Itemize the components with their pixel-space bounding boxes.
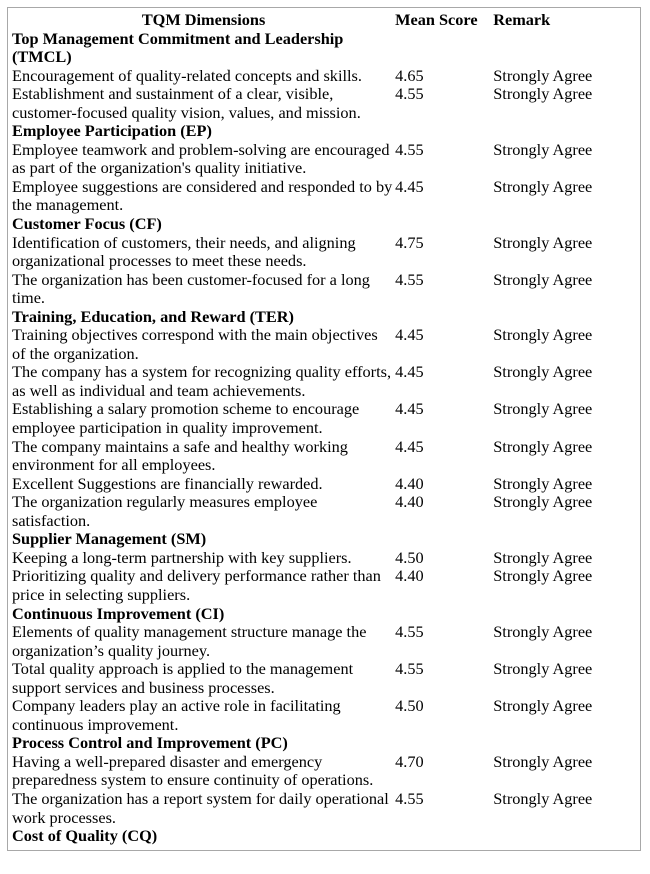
score-cell [395,215,493,234]
score-cell: 4.45 [395,176,424,196]
score-cell [395,827,493,850]
table-row [8,400,641,437]
remark-cell: Strongly Agree [493,399,593,419]
score-cell: 4.55 [395,659,424,679]
score-cell: 4.45 [395,325,424,345]
remark-cell [493,215,640,234]
table-row [8,753,641,790]
dimension-cell: Prioritizing quality and delivery performance rather than price in selecting suppliers. [12,566,381,604]
table-row [8,549,641,568]
table-row [8,567,641,604]
remark-cell: Strongly Agree [493,139,593,159]
table-row [8,660,641,697]
dimension-cell: Identification of customers, their needs, and aligning organizational processes to meet these needs. [12,232,356,271]
dimension-cell: The company maintains a safe and healthy working environment for all employees. [12,436,348,475]
dimension-cell: Excellent Suggestions are financially rewarded. [12,473,323,493]
score-cell [395,605,493,624]
remark-cell: Strongly Agree [493,473,593,493]
dimension-cell: The organization regularly measures employee satisfaction. [12,492,318,530]
remark-cell: Strongly Agree [493,269,593,289]
dimension-cell: Encouragement of quality-related concepts and skills. [12,65,362,85]
section-row [8,30,641,67]
table-row [8,493,641,530]
score-cell [395,308,493,327]
score-cell: 4.40 [395,492,424,512]
score-cell: 4.75 [395,232,424,252]
remark-cell [493,30,640,67]
score-cell: 4.55 [395,622,424,642]
table-row [8,363,641,400]
remark-cell: Strongly Agree [493,659,593,679]
score-cell: 4.55 [395,139,424,159]
section-label: Top Management Commitment and Leadership (TMCL) [12,28,344,67]
remark-cell: Strongly Agree [493,362,593,382]
section-label: Employee Participation (EP) [12,121,212,141]
remark-cell: Strongly Agree [493,696,593,716]
table-row [8,67,641,86]
table-row [8,475,641,494]
table-row [8,141,641,178]
table-body [8,8,641,851]
table-row [8,623,641,660]
score-cell: 4.45 [395,362,424,382]
score-cell: 4.50 [395,547,424,567]
table-row [8,790,641,827]
score-cell: 4.40 [395,566,424,586]
section-row [8,530,641,549]
dimension-cell: Elements of quality management structure manage the organization’s quality journey. [12,622,367,660]
score-cell: 4.45 [395,436,424,456]
remark-cell: Strongly Agree [493,232,593,252]
remark-cell [493,308,640,327]
dimension-cell: Training objectives correspond with the main objectives of the organization. [12,325,378,363]
remark-cell: Strongly Agree [493,436,593,456]
section-label: Customer Focus (CF) [12,214,162,234]
dimension-cell: Establishment and sustainment of a clear, visible, customer-focused quality vision, values, and mission. [12,84,361,122]
score-cell: 4.55 [395,788,424,808]
remark-cell: Strongly Agree [493,65,593,85]
section-row [8,308,641,327]
column-header-mean-score: Mean Score [395,10,478,29]
score-cell [395,122,493,141]
section-label: Process Control and Improvement (PC) [12,733,288,753]
section-row [8,827,641,850]
column-header-remark: Remark [493,10,551,29]
table-row [8,697,641,734]
section-row [8,734,641,753]
table-row [8,85,641,122]
remark-cell: Strongly Agree [493,325,593,345]
remark-cell: Strongly Agree [493,547,593,567]
section-row [8,122,641,141]
remark-cell: Strongly Agree [493,176,593,196]
remark-cell: Strongly Agree [493,84,593,104]
table-row [8,271,641,308]
score-cell [395,30,493,67]
remark-cell [493,734,640,753]
remark-cell [493,122,640,141]
dimension-cell: Keeping a long-term partnership with key suppliers. [12,547,352,567]
score-cell: 4.55 [395,84,424,104]
section-label: Supplier Management (SM) [12,529,207,549]
section-label: Continuous Improvement (CI) [12,603,225,623]
remark-cell [493,827,640,850]
table-row [8,326,641,363]
section-row [8,215,641,234]
dimension-cell: Employee teamwork and problem-solving are encouraged as part of the organization's quality initiative. [12,139,390,178]
score-cell: 4.45 [395,399,424,419]
score-cell: 4.70 [395,751,424,771]
score-cell: 4.65 [395,65,424,85]
table-row [8,438,641,475]
section-label: Cost of Quality (CQ) [12,826,158,846]
remark-cell: Strongly Agree [493,788,593,808]
score-cell [395,734,493,753]
remark-cell [493,605,640,624]
score-cell: 4.50 [395,696,424,716]
table-row [8,178,641,215]
dimension-cell: The company has a system for recognizing quality efforts, as well as individual and team achievements. [12,362,392,400]
tqm-results-table [7,7,641,851]
remark-cell: Strongly Agree [493,492,593,512]
dimension-cell: The organization has a report system for daily operational work processes. [12,788,389,827]
score-cell: 4.55 [395,269,424,289]
table-header-row [8,8,641,30]
dimension-cell: Establishing a salary promotion scheme to encourage employee participation in quality improvement. [12,399,360,438]
table-row [8,234,641,271]
dimension-cell: The organization has been customer-focused for a long time. [12,269,370,308]
remark-cell: Strongly Agree [493,751,593,771]
column-header-tqm-dimensions: TQM Dimensions [141,10,266,29]
remark-cell: Strongly Agree [493,566,593,586]
score-cell: 4.40 [395,473,424,493]
remark-cell [493,530,640,549]
remark-cell: Strongly Agree [493,622,593,642]
dimension-cell: Employee suggestions are considered and responded to by the management. [12,176,393,215]
score-cell [395,530,493,549]
section-label: Training, Education, and Reward (TER) [12,306,294,326]
dimension-cell: Total quality approach is applied to the management support services and business processes. [12,659,354,697]
dimension-cell: Having a well-prepared disaster and emergency preparedness system to ensure continuity of operations. [12,751,374,790]
dimension-cell: Company leaders play an active role in facilitating continuous improvement. [12,696,341,734]
section-row [8,605,641,624]
